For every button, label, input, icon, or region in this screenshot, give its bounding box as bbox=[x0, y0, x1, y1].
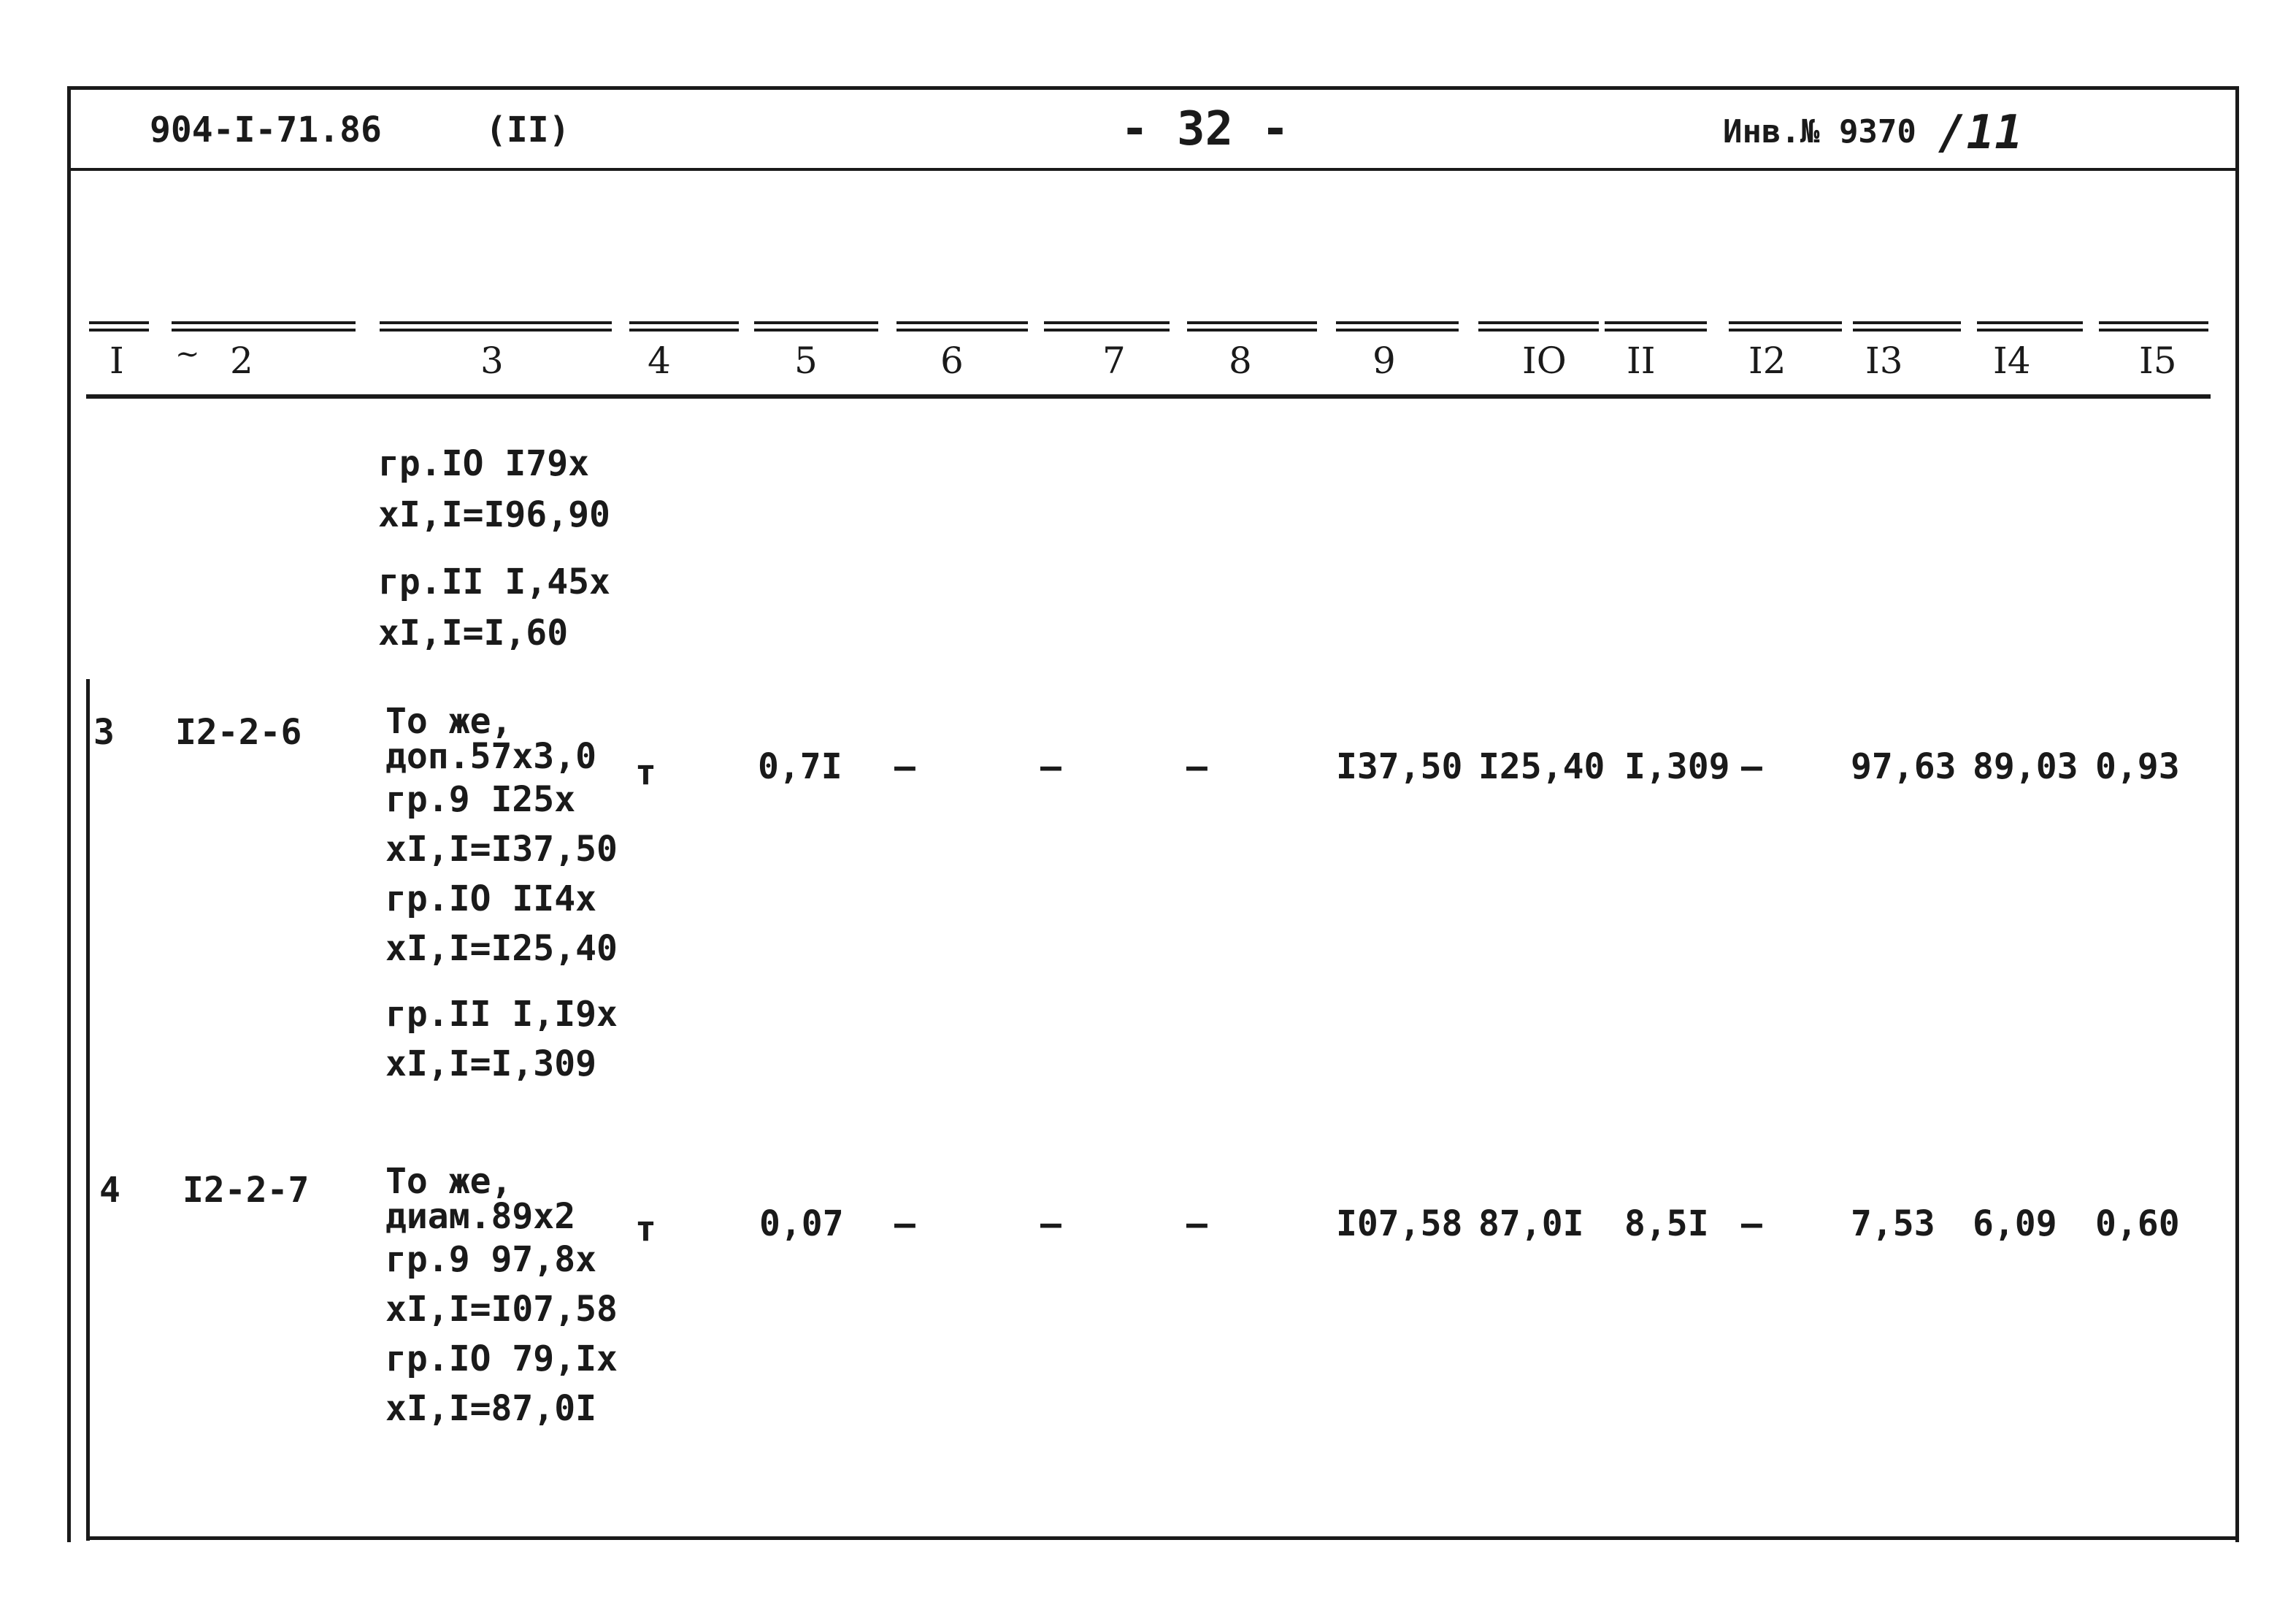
value-col15: 0,93 bbox=[2095, 746, 2180, 787]
value-col15: 0,60 bbox=[2095, 1203, 2180, 1244]
column-number: 5 bbox=[794, 340, 818, 382]
value-col12: – bbox=[1741, 1203, 1762, 1244]
unit: т bbox=[635, 752, 656, 793]
column-double-rule bbox=[89, 321, 149, 332]
column-number: I3 bbox=[1865, 340, 1903, 382]
value-col9: I07,58 bbox=[1336, 1203, 1463, 1244]
frame-right-line bbox=[2235, 86, 2239, 1542]
frame-inner-left-line bbox=[86, 679, 90, 1541]
cell-line: гр.IO 79,Ix bbox=[385, 1338, 618, 1379]
cell-line: гр.IO II4x bbox=[385, 878, 596, 919]
cell-line: гр.9 I25x bbox=[385, 779, 576, 820]
cell-line: xI,I=I25,40 bbox=[385, 928, 618, 969]
column-number: I bbox=[110, 340, 124, 382]
value-col7: – bbox=[1040, 746, 1061, 787]
value-col11: I,309 bbox=[1624, 746, 1730, 787]
value-col11: 8,5I bbox=[1624, 1203, 1709, 1244]
cell-line: диам.89x2 bbox=[385, 1196, 576, 1237]
cell-line: гр.IO I79x bbox=[378, 443, 589, 484]
cell-line: То же, bbox=[385, 1161, 512, 1202]
row-number: 3 bbox=[93, 712, 115, 753]
column-number: I4 bbox=[1993, 340, 2031, 382]
section-number: (II) bbox=[485, 110, 570, 150]
column-number: I5 bbox=[2139, 340, 2177, 382]
value-col14: 89,03 bbox=[1973, 746, 2078, 787]
value-col10: 87,0I bbox=[1478, 1203, 1584, 1244]
column-number: 2 bbox=[230, 340, 253, 382]
cell-line: xI,I=I37,50 bbox=[385, 829, 618, 870]
column-double-rule bbox=[1853, 321, 1961, 332]
value-col12: – bbox=[1741, 746, 1762, 787]
row-code: I2-2-7 bbox=[183, 1170, 310, 1211]
cell-line: доп.57x3,0 bbox=[385, 736, 596, 777]
value-col13: 97,63 bbox=[1851, 746, 1957, 787]
cell-line: гр.II I,I9x bbox=[385, 994, 618, 1035]
column-number: 3 bbox=[480, 340, 504, 382]
header-rule bbox=[71, 168, 2238, 171]
cell-line: xI,I=I,309 bbox=[385, 1043, 596, 1084]
column-number: 8 bbox=[1229, 340, 1252, 382]
column-double-rule bbox=[754, 321, 878, 332]
value-col6: – bbox=[894, 746, 915, 787]
value-col5: 0,7I bbox=[758, 746, 842, 787]
cell-line: гр.9 97,8x bbox=[385, 1239, 596, 1280]
value-col9: I37,50 bbox=[1336, 746, 1463, 787]
row-description bbox=[385, 701, 618, 1089]
value-col7: – bbox=[1040, 1203, 1061, 1244]
row-description bbox=[385, 1161, 618, 1433]
column-number: I2 bbox=[1748, 340, 1786, 382]
column-number: 6 bbox=[940, 340, 964, 382]
column-double-rule bbox=[2099, 321, 2208, 332]
frame-top-line bbox=[67, 86, 2238, 90]
column-number: 4 bbox=[648, 340, 671, 382]
cell-line: xI,I=I96,90 bbox=[378, 494, 610, 535]
continuation-col3 bbox=[378, 438, 610, 659]
column-double-rule bbox=[1336, 321, 1459, 332]
row-code: I2-2-6 bbox=[175, 712, 302, 753]
column-double-rule bbox=[1187, 321, 1317, 332]
inventory-suffix: /11 bbox=[1938, 106, 2023, 160]
column-number: 9 bbox=[1372, 340, 1396, 382]
column-mark: ~ bbox=[175, 337, 200, 371]
document-code: 904-I-71.86 bbox=[150, 110, 382, 150]
cell-line: гр.II I,45x bbox=[378, 562, 610, 602]
page-number: - 32 - bbox=[1121, 102, 1290, 156]
column-double-rule bbox=[172, 321, 356, 332]
unit: т bbox=[635, 1208, 656, 1249]
column-double-rule bbox=[629, 321, 739, 332]
column-double-rule bbox=[896, 321, 1028, 332]
value-col8: – bbox=[1186, 1203, 1207, 1244]
cell-line: xI,I=I07,58 bbox=[385, 1289, 618, 1330]
value-col8: – bbox=[1186, 746, 1207, 787]
value-col10: I25,40 bbox=[1478, 746, 1605, 787]
column-number: IO bbox=[1522, 340, 1567, 382]
frame-bottom-line bbox=[86, 1536, 2237, 1540]
column-number: II bbox=[1627, 340, 1656, 382]
column-double-rule bbox=[380, 321, 612, 332]
column-number: 7 bbox=[1102, 340, 1126, 382]
cell-line: xI,I=87,0I bbox=[385, 1388, 596, 1429]
column-double-rule bbox=[1729, 321, 1842, 332]
column-double-rule bbox=[1044, 321, 1170, 332]
value-col6: – bbox=[894, 1203, 915, 1244]
value-col14: 6,09 bbox=[1973, 1203, 2057, 1244]
cell-line: То же, bbox=[385, 701, 512, 742]
row-number: 4 bbox=[99, 1170, 120, 1211]
frame-left-line bbox=[67, 86, 71, 1542]
column-double-rule bbox=[1605, 321, 1707, 332]
column-double-rule bbox=[1977, 321, 2083, 332]
value-col5: 0,07 bbox=[759, 1203, 844, 1244]
column-double-rule bbox=[1478, 321, 1599, 332]
inventory-number: Инв.№ 9370 bbox=[1723, 113, 1916, 150]
value-col13: 7,53 bbox=[1851, 1203, 1935, 1244]
column-header-rule bbox=[86, 394, 2211, 399]
cell-line: xI,I=I,60 bbox=[378, 613, 569, 654]
